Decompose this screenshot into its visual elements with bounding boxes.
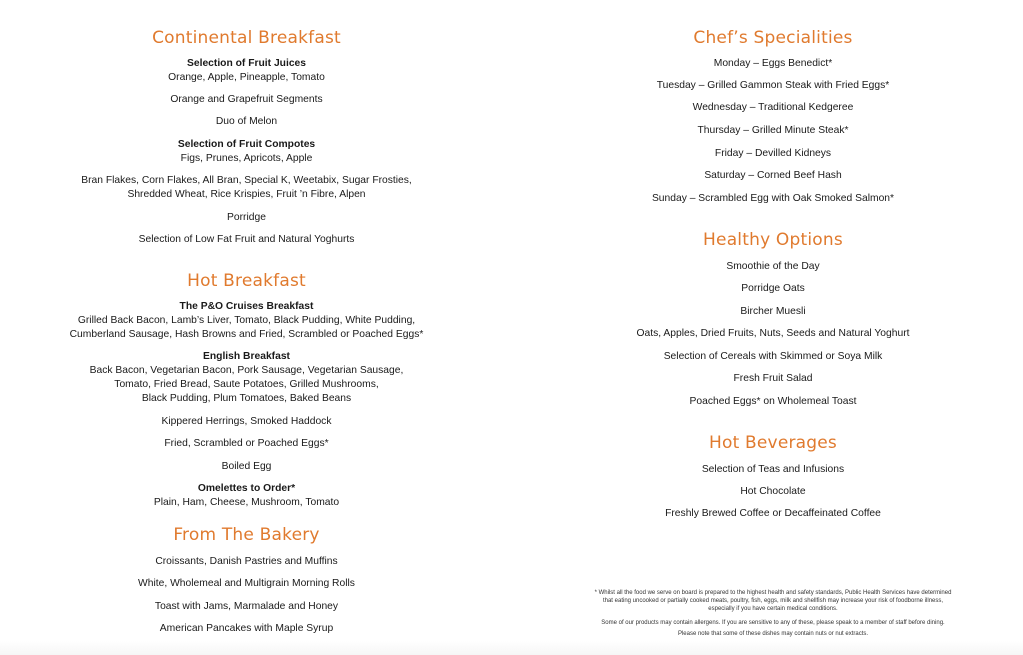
- nuts-note: Please note that some of these dishes may contain nuts or nut extracts.: [677, 631, 869, 637]
- menu-item: Duo of Melon: [215, 116, 278, 127]
- list-item: Selection of Cereals with Skimmed or Soya Milk: [663, 351, 883, 362]
- po-breakfast-heading: The P&O Cruises Breakfast: [179, 301, 314, 312]
- omelettes-heading: Omelettes to Order*: [197, 483, 296, 494]
- english-breakfast-line: Black Pudding, Plum Tomatoes, Baked Beans: [141, 393, 352, 404]
- list-item: Wednesday – Traditional Kedgeree: [692, 102, 854, 113]
- footnote-line: * Whilst all the food we serve on board is prepared to the highest health and safety standards, Public Health Services have determined: [594, 590, 952, 596]
- hot-beverages-title: Hot Beverages: [708, 433, 837, 453]
- fruit-juices-heading: Selection of Fruit Juices: [186, 58, 306, 69]
- list-item: American Pancakes with Maple Syrup: [159, 623, 334, 634]
- page-bottom-edge: [0, 641, 1023, 655]
- menu-item: Kippered Herrings, Smoked Haddock: [161, 416, 332, 427]
- menu-item: Fried, Scrambled or Poached Eggs*: [164, 438, 329, 449]
- english-breakfast-line: Back Bacon, Vegetarian Bacon, Pork Sausage, Vegetarian Sausage,: [89, 365, 404, 376]
- menu-item: Selection of Low Fat Fruit and Natural Yoghurts: [138, 234, 355, 245]
- list-item: Toast with Jams, Marmalade and Honey: [154, 601, 339, 612]
- list-item: Croissants, Danish Pastries and Muffins: [155, 556, 338, 567]
- footnote-line: especially if you have certain medical conditions.: [708, 606, 838, 612]
- list-item: White, Wholemeal and Multigrain Morning Rolls: [138, 578, 355, 589]
- fruit-compotes-heading: Selection of Fruit Compotes: [177, 139, 316, 150]
- po-breakfast-line: Cumberland Sausage, Hash Browns and Fried, Scrambled or Poached Eggs*: [69, 329, 424, 340]
- list-item: Friday – Devilled Kidneys: [714, 148, 832, 159]
- menu-item: Boiled Egg: [221, 461, 272, 472]
- list-item: Poached Eggs* on Wholemeal Toast: [689, 396, 857, 407]
- list-item: Tuesday – Grilled Gammon Steak with Fried Eggs*: [656, 80, 890, 91]
- english-breakfast-line: Tomato, Fried Bread, Saute Potatoes, Grilled Mushrooms,: [114, 379, 379, 390]
- list-item: Hot Chocolate: [740, 486, 806, 497]
- menu-item: Orange and Grapefruit Segments: [170, 94, 323, 105]
- healthy-options-title: Healthy Options: [703, 230, 843, 250]
- list-item: Thursday – Grilled Minute Steak*: [697, 125, 849, 136]
- list-item: Fresh Fruit Salad: [733, 373, 813, 384]
- po-breakfast-line: Grilled Back Bacon, Lamb’s Liver, Tomato, Black Pudding, White Pudding,: [77, 315, 416, 326]
- cereals-line: Bran Flakes, Corn Flakes, All Bran, Special K, Weetabix, Sugar Frosties,: [81, 175, 412, 186]
- list-item: Monday – Eggs Benedict*: [713, 58, 833, 69]
- list-item: Porridge Oats: [741, 283, 805, 294]
- chefs-specialities-title: Chef’s Specialities: [693, 28, 853, 48]
- list-item: Freshly Brewed Coffee or Decaffeinated Coffee: [665, 508, 881, 519]
- fruit-compotes-items: Figs, Prunes, Apricots, Apple: [180, 153, 313, 164]
- list-item: Smoothie of the Day: [726, 261, 820, 272]
- list-item: Oats, Apples, Dried Fruits, Nuts, Seeds and Natural Yoghurt: [636, 328, 910, 339]
- english-breakfast-heading: English Breakfast: [203, 351, 290, 362]
- cereals-line: Shredded Wheat, Rice Krispies, Fruit ’n Fibre, Alpen: [127, 189, 366, 200]
- allergen-note: Some of our products may contain allergens. If you are sensitive to any of these, please speak to a member of staff before dining.: [601, 620, 945, 626]
- list-item: Sunday – Scrambled Egg with Oak Smoked Salmon*: [651, 193, 895, 204]
- list-item: Selection of Teas and Infusions: [701, 464, 845, 475]
- continental-breakfast-title: Continental Breakfast: [152, 28, 341, 48]
- hot-breakfast-title: Hot Breakfast: [187, 271, 306, 291]
- fruit-juices-items: Orange, Apple, Pineapple, Tomato: [168, 72, 325, 83]
- menu-item: Porridge: [227, 212, 266, 223]
- omelettes-items: Plain, Ham, Cheese, Mushroom, Tomato: [153, 497, 340, 508]
- bakery-title: From The Bakery: [173, 525, 320, 545]
- list-item: Saturday – Corned Beef Hash: [704, 170, 842, 181]
- footnote-line: that eating uncooked or partially cooked meats, poultry, fish, eggs, milk and shellfish may increase your risk of foodborne illness,: [602, 598, 944, 604]
- list-item: Bircher Muesli: [740, 306, 806, 317]
